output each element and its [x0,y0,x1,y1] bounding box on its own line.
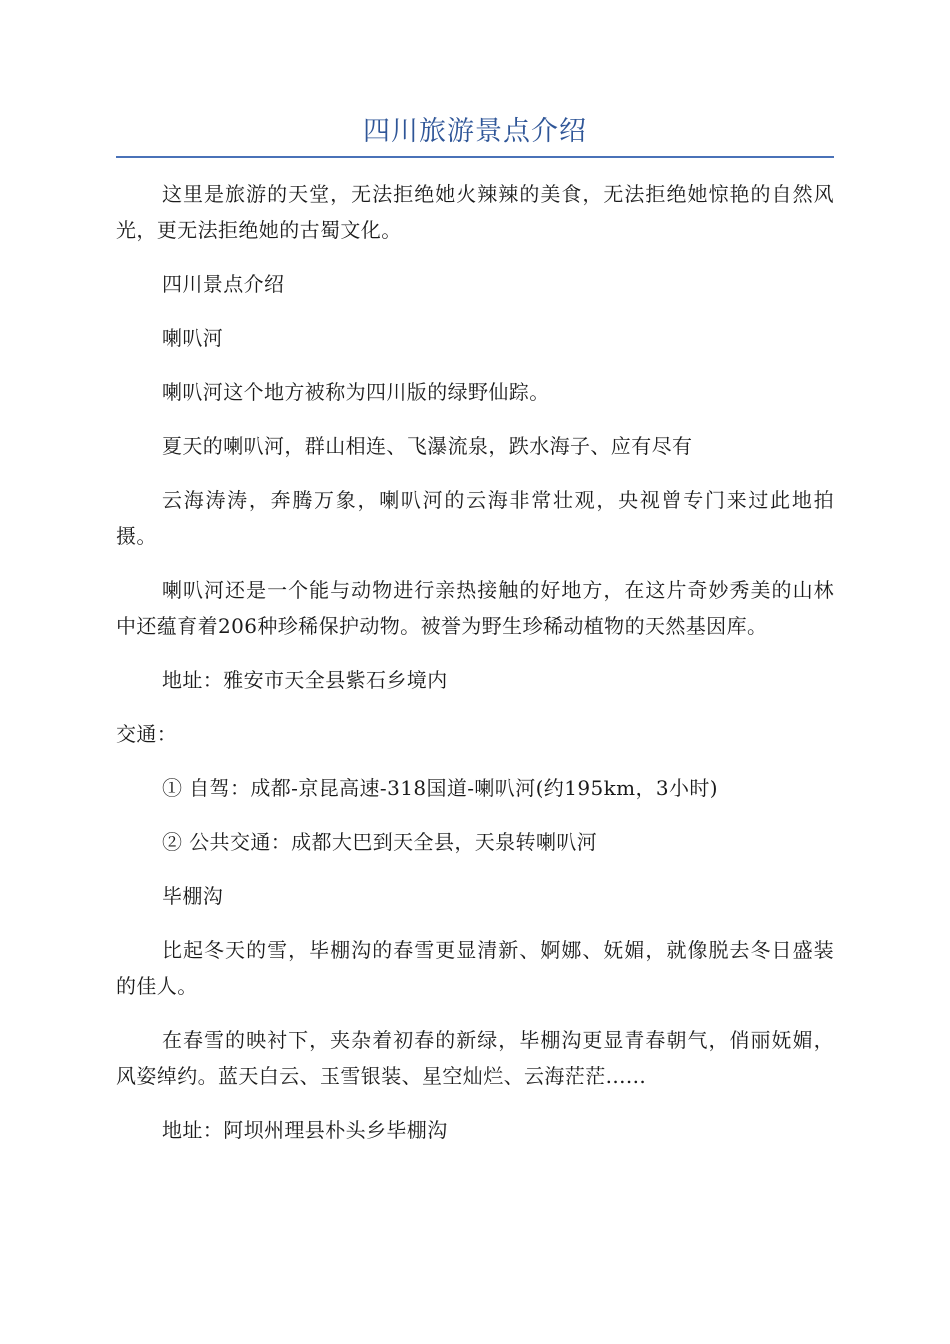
paragraph: 比起冬天的雪，毕棚沟的春雪更显清新、婀娜、妩媚，就像脱去冬日盛装的佳人。 [116,938,834,998]
paragraph: 喇叭河这个地方被称为四川版的绿野仙踪。 [162,380,550,404]
document-body [116,176,834,1166]
paragraph: 云海涛涛，奔腾万象，喇叭河的云海非常壮观，央视曾专门来过此地拍摄。 [116,488,834,548]
section-heading: 四川景点介绍 [162,272,285,296]
transport-item: ① 自驾：成都-京昆高速-318国道-喇叭河(约195km，3小时) [162,776,718,800]
paragraph-intro: 这里是旅游的天堂，无法拒绝她火辣辣的美食，无法拒绝她惊艳的自然风光，更无法拒绝她的古蜀文化。 [116,182,834,242]
address-line: 地址：雅安市天全县紫石乡境内 [162,668,448,692]
title-block [116,112,834,158]
paragraph: 夏天的喇叭河，群山相连、飞瀑流泉，跌水海子、应有尽有 [162,434,693,458]
address-line: 地址：阿坝州理县朴头乡毕棚沟 [162,1118,448,1142]
page-title: 四川旅游景点介绍 [363,116,587,147]
paragraph: 在春雪的映衬下，夹杂着初春的新绿，毕棚沟更显青春朝气，俏丽妩媚，风姿绰约。蓝天白云、玉雪银装、星空灿烂、云海茫茫...... [116,1028,834,1088]
attraction-name-labahe: 喇叭河 [162,326,224,350]
transport-item: ② 公共交通：成都大巴到天全县，天泉转喇叭河 [162,830,598,854]
paragraph: 喇叭河还是一个能与动物进行亲热接触的好地方，在这片奇妙秀美的山林中还蕴育着206种珍稀保护动物。被誉为野生珍稀动植物的天然基因库。 [116,578,834,638]
transport-label: 交通： [116,722,178,746]
attraction-name-bipenggou: 毕棚沟 [162,884,224,908]
